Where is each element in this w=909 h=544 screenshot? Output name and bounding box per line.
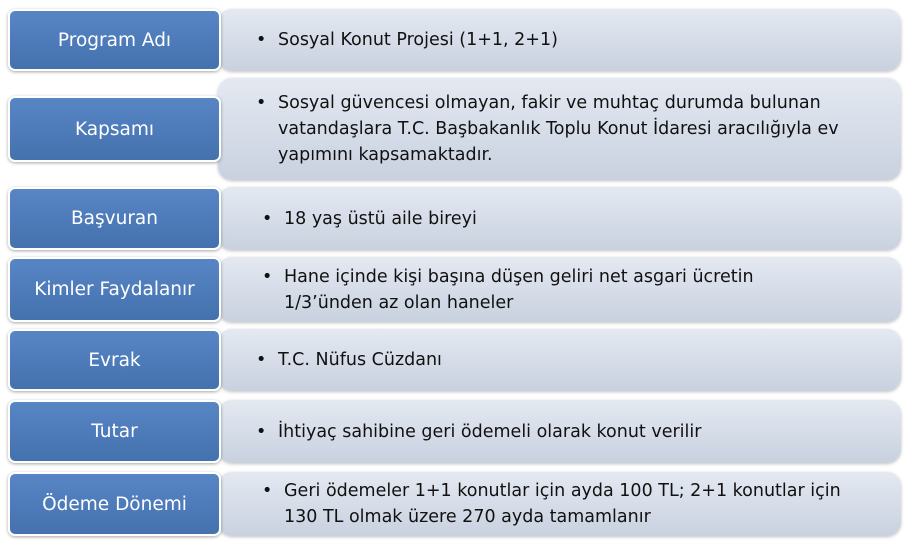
row-text: 18 yaş üstü aile bireyi [284, 208, 477, 229]
row-label: Ödeme Dönemi [8, 472, 221, 536]
row-odeme-donemi [0, 472, 909, 536]
row-text: Sosyal Konut Projesi (1+1, 2+1) [278, 30, 558, 50]
bullet-item [256, 478, 854, 530]
bullet-item [256, 347, 442, 373]
bullet-item [256, 90, 848, 168]
content-box [218, 472, 901, 536]
row-text: İhtiyaç sahibine geri ödemeli olarak konut verilir [278, 421, 702, 442]
row-kimler-faydalanir [0, 257, 909, 322]
bullet-dot: • [262, 481, 273, 501]
row-label: Program Adı [8, 9, 221, 71]
content-box [218, 329, 901, 391]
bullet-dot: • [256, 30, 267, 50]
row-text: Geri ödemeler 1+1 konutlar için ayda 100 TL; 2+1 konutlar için 130 TL olmak üzere 270 ayda tamamlanır [284, 481, 841, 527]
bullet-dot: • [256, 93, 267, 113]
row-program-adi [0, 9, 909, 71]
row-basvuran [0, 187, 909, 250]
row-text: Hane içinde kişi başına düşen geliri net asgari ücretin 1/3’ünden az olan haneler [284, 266, 754, 313]
row-label: Kimler Faydalanır [8, 257, 221, 322]
content-box [218, 400, 901, 463]
bullet-item [256, 27, 558, 53]
row-tutar [0, 400, 909, 463]
bullet-item [256, 206, 477, 232]
bullet-dot: • [262, 266, 273, 287]
row-text: T.C. Nüfus Cüzdanı [278, 350, 442, 370]
bullet-dot: • [256, 350, 267, 370]
content-box [218, 78, 901, 180]
row-label: Başvuran [8, 187, 221, 250]
row-label: Evrak [8, 329, 221, 391]
row-label: Tutar [8, 400, 221, 463]
content-box [218, 257, 901, 322]
content-box [218, 187, 901, 250]
row-label: Kapsamı [8, 96, 221, 162]
content-box [218, 9, 901, 71]
bullet-item [256, 264, 804, 316]
row-text: Sosyal güvencesi olmayan, fakir ve muhtaç durumda bulunan vatandaşlara T.C. Başbakanlık Toplu Konut İdaresi aracılığıyla ev yapımını kapsamaktadır. [278, 93, 839, 165]
bullet-dot: • [262, 208, 273, 229]
row-evrak [0, 329, 909, 391]
bullet-item [256, 419, 701, 445]
bullet-dot: • [256, 421, 267, 442]
row-kapsami [0, 78, 909, 180]
